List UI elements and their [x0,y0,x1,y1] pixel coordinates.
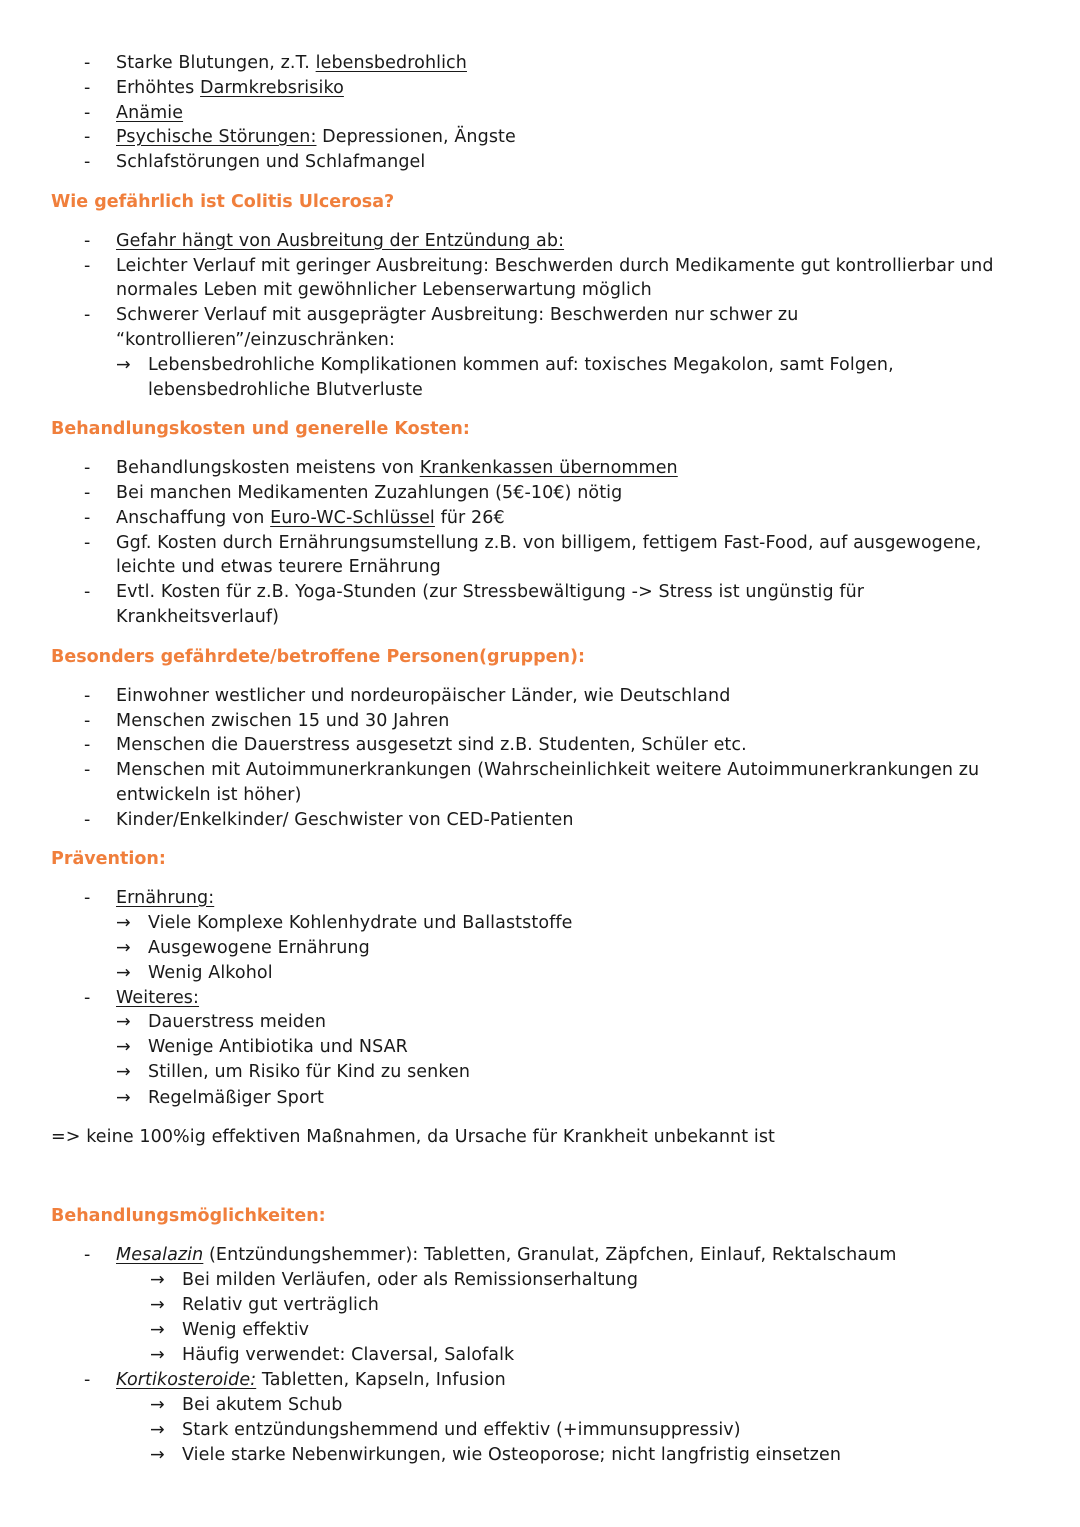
list-dash: - [84,483,91,503]
list-item: Menschen zwischen 15 und 30 Jahren [116,711,450,731]
list-item: Anschaffung von Euro-WC-Schlüssel für 26€ [116,508,505,528]
sub-item: Bei milden Verläufen, oder als Remissionserhaltung [182,1270,639,1290]
list-item: Menschen mit Autoimmunerkrankungen (Wahrscheinlichkeit weitere Autoimmunerkrankungen zu [116,760,980,780]
sub-item: Wenig effektiv [182,1320,310,1340]
list-item: Kinder/Enkelkinder/ Geschwister von CED-Patienten [116,810,574,830]
list-item: Einwohner westlicher und nordeuropäischer Länder, wie Deutschland [116,686,731,706]
prevention-conclusion: => keine 100%ig effektiven Maßnahmen, da Ursache für Krankheit unbekannt ist [51,1127,775,1147]
section-heading-risk-groups: Besonders gefährdete/betroffene Personen(gruppen): [51,647,585,667]
sub-item: Regelmäßiger Sport [148,1088,324,1108]
list-item-continuation: Krankheitsverlauf) [116,607,280,627]
sub-item: Wenige Antibiotika und NSAR [148,1037,408,1057]
arrow-right-icon: → [150,1270,165,1290]
arrow-right-icon: → [150,1345,165,1365]
list-dash: - [84,735,91,755]
list-item-continuation: leichte und etwas teurere Ernährung [116,557,441,577]
list-item: Schwerer Verlauf mit ausgeprägter Ausbreitung: Beschwerden nur schwer zu [116,305,799,325]
list-dash: - [84,256,91,276]
section-heading-costs: Behandlungskosten und generelle Kosten: [51,419,470,439]
list-dash: - [84,78,91,98]
sub-item: Lebensbedrohliche Komplikationen kommen auf: toxisches Megakolon, samt Folgen, [148,355,894,375]
sub-item: Ausgewogene Ernährung [148,938,370,958]
list-item: Ggf. Kosten durch Ernährungsumstellung z.B. von billigem, fettigem Fast-Food, auf ausgewogene, [116,533,982,553]
list-item: Erhöhtes Darmkrebsrisiko [116,78,344,98]
list-item: Ernährung: [116,888,215,908]
list-dash: - [84,127,91,147]
list-dash: - [84,458,91,478]
arrow-right-icon: → [150,1295,165,1315]
arrow-right-icon: → [116,1062,131,1082]
list-item: Evtl. Kosten für z.B. Yoga-Stunden (zur Stressbewältigung -> Stress ist ungünstig für [116,582,865,602]
list-item: Starke Blutungen, z.T. lebensbedrohlich [116,53,467,73]
arrow-right-icon: → [150,1420,165,1440]
list-item: Psychische Störungen: Depressionen, Ängste [116,127,516,147]
sub-item: Bei akutem Schub [182,1395,343,1415]
list-item: Schlafstörungen und Schlafmangel [116,152,426,172]
arrow-right-icon: → [116,1012,131,1032]
list-item: Gefahr hängt von Ausbreitung der Entzündung ab: [116,231,565,251]
list-item: Kortikosteroide: Tabletten, Kapseln, Infusion [116,1370,506,1390]
sub-item: Relativ gut verträglich [182,1295,379,1315]
list-item: Weiteres: [116,988,200,1008]
list-item: Bei manchen Medikamenten Zuzahlungen (5€-10€) nötig [116,483,623,503]
list-dash: - [84,810,91,830]
list-dash: - [84,760,91,780]
list-dash: - [84,533,91,553]
section-heading-prevention: Prävention: [51,849,166,869]
list-item: Behandlungskosten meistens von Krankenkassen übernommen [116,458,678,478]
list-item-continuation: “kontrollieren”/einzuschränken: [116,330,395,350]
list-item-continuation: entwickeln ist höher) [116,785,302,805]
list-item: Menschen die Dauerstress ausgesetzt sind z.B. Studenten, Schüler etc. [116,735,747,755]
sub-item: Viele Komplexe Kohlenhydrate und Ballaststoffe [148,913,573,933]
arrow-right-icon: → [116,963,131,983]
arrow-right-icon: → [116,355,131,375]
sub-item: Dauerstress meiden [148,1012,327,1032]
list-dash: - [84,508,91,528]
list-dash: - [84,152,91,172]
list-dash: - [84,231,91,251]
arrow-right-icon: → [116,1037,131,1057]
list-item: Leichter Verlauf mit geringer Ausbreitung: Beschwerden durch Medikamente gut kontrollierbar und [116,256,994,276]
sub-item-continuation: lebensbedrohliche Blutverluste [148,380,423,400]
list-dash: - [84,1245,91,1265]
section-heading-danger: Wie gefährlich ist Colitis Ulcerosa? [51,192,395,212]
sub-item: Viele starke Nebenwirkungen, wie Osteoporose; nicht langfristig einsetzen [182,1445,842,1465]
sub-item: Stark entzündungshemmend und effektiv (+immunsuppressiv) [182,1420,741,1440]
sub-item: Wenig Alkohol [148,963,273,983]
list-item: Mesalazin (Entzündungshemmer): Tabletten, Granulat, Zäpfchen, Einlauf, Rektalschaum [116,1245,897,1265]
list-dash: - [84,686,91,706]
arrow-right-icon: → [116,1088,131,1108]
section-heading-treatment: Behandlungsmöglichkeiten: [51,1206,326,1226]
list-dash: - [84,103,91,123]
list-dash: - [84,888,91,908]
arrow-right-icon: → [150,1395,165,1415]
list-dash: - [84,582,91,602]
arrow-right-icon: → [116,913,131,933]
sub-item: Stillen, um Risiko für Kind zu senken [148,1062,471,1082]
list-dash: - [84,988,91,1008]
arrow-right-icon: → [116,938,131,958]
arrow-right-icon: → [150,1320,165,1340]
sub-item: Häufig verwendet: Claversal, Salofalk [182,1345,515,1365]
list-item: Anämie [116,103,184,123]
list-dash: - [84,711,91,731]
list-dash: - [84,1370,91,1390]
arrow-right-icon: → [150,1445,165,1465]
list-dash: - [84,53,91,73]
list-item-continuation: normales Leben mit gewöhnlicher Lebenserwartung möglich [116,280,652,300]
list-dash: - [84,305,91,325]
